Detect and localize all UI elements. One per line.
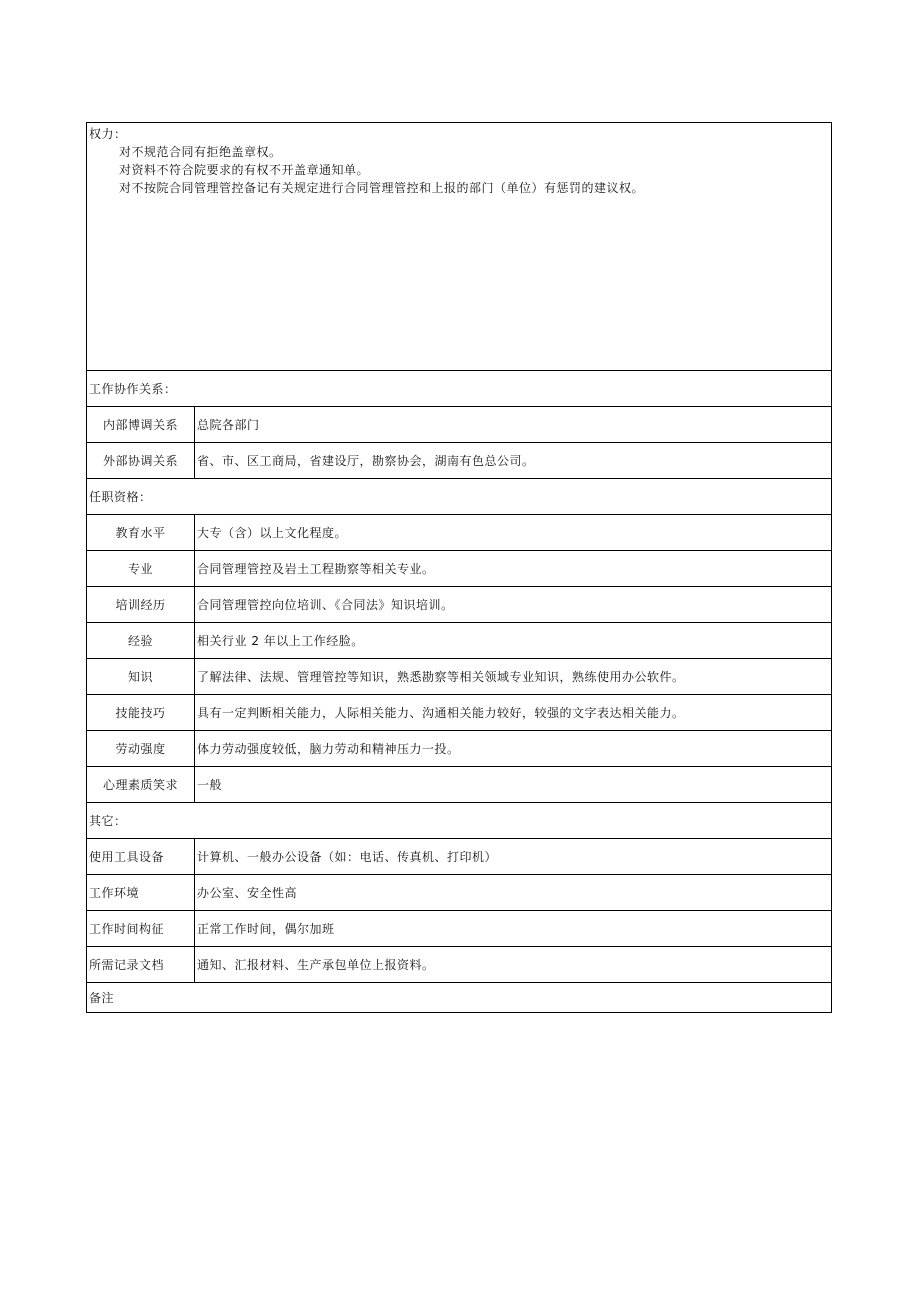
power-section xyxy=(87,123,832,371)
psychological-label: 心理素质笑求 xyxy=(87,767,195,802)
internal-coordination-value: 总院各部门 xyxy=(197,418,260,432)
collab-title: 工作协作关系： xyxy=(89,382,177,396)
environment-value: 办公室、安全性高 xyxy=(197,886,298,900)
experience-value: 相关行业 2 年以上工作经脸。 xyxy=(197,634,364,648)
external-coordination-value: 省、市、区工商局，省建设厅，勘察协会，湖南有色总公司。 xyxy=(197,454,535,468)
knowledge-label: 知识 xyxy=(87,659,195,694)
collab-title-row xyxy=(87,371,832,407)
job-description-table xyxy=(86,122,832,1013)
table-row xyxy=(87,443,832,479)
qualification-title: 任职资格： xyxy=(89,490,152,504)
power-item: 对资料不符合院要求的有权不开盖章通知单。 xyxy=(119,163,370,177)
skills-value: 具有一定判断相关能力，人际相关能力、沟通相关能力较好，较强的文字表达相关能力。 xyxy=(197,706,685,720)
table-row xyxy=(87,659,832,695)
knowledge-value: 了解法律、法规、管理管控等知识，熟悉勘察等相关领域专业知识，熟练使用办公软件。 xyxy=(197,670,685,684)
psychological-value: 一般 xyxy=(197,778,223,792)
table-row xyxy=(87,947,832,983)
table-row xyxy=(87,407,832,443)
major-label: 专业 xyxy=(87,551,195,586)
training-label: 培训经历 xyxy=(87,587,195,622)
remarks-label: 备注 xyxy=(89,991,115,1005)
skills-label: 技能技巧 xyxy=(87,695,195,730)
other-title-row xyxy=(87,803,832,839)
power-item: 对不规范合同有拒绝盖章权。 xyxy=(119,145,282,159)
work-intensity-value: 体力劳动强度较低，脑力劳动和精神压力一投。 xyxy=(197,742,460,756)
work-intensity-label: 劳动强度 xyxy=(87,731,195,766)
environment-label: 工作环境 xyxy=(87,875,195,910)
table-row xyxy=(87,623,832,659)
work-time-label: 工作时间构征 xyxy=(87,911,195,946)
education-value: 大专（含）以上文化程度。 xyxy=(197,526,348,540)
tools-label: 使用工具设备 xyxy=(87,839,195,874)
table-row xyxy=(87,551,832,587)
table-row xyxy=(87,731,832,767)
education-label: 教育水平 xyxy=(87,515,195,550)
experience-label: 经验 xyxy=(87,623,195,658)
work-time-value: 正常工作时间，偶尔加班 xyxy=(197,922,335,936)
internal-coordination-label: 内部博调关系 xyxy=(87,407,195,442)
other-title: 其它： xyxy=(89,814,127,828)
major-value: 合同管理管控及岩土工程勘察等相关专业。 xyxy=(197,562,435,576)
table-row xyxy=(87,911,832,947)
table-row xyxy=(87,515,832,551)
table-row xyxy=(87,875,832,911)
records-label: 所需记录文档 xyxy=(87,947,195,982)
table-row xyxy=(87,767,832,803)
external-coordination-label: 外部协调关系 xyxy=(87,443,195,478)
remarks-row xyxy=(87,983,832,1013)
tools-value: 计算机、一般办公设备（如：电话、传真机、打印机） xyxy=(197,850,498,864)
table-row xyxy=(87,587,832,623)
qualification-title-row xyxy=(87,479,832,515)
power-item: 对不按院合同管理管控备记有关规定进行合同管理管控和上报的部门（单位）有惩罚的建议权。 xyxy=(119,181,645,195)
table-row xyxy=(87,839,832,875)
power-title: 权力： xyxy=(89,127,127,141)
table-row xyxy=(87,695,832,731)
training-value: 合同管理管控向位培训、《合同法》知识培训。 xyxy=(197,598,454,612)
records-value: 通知、汇报材料、生产承包单位上报资料。 xyxy=(197,958,435,972)
